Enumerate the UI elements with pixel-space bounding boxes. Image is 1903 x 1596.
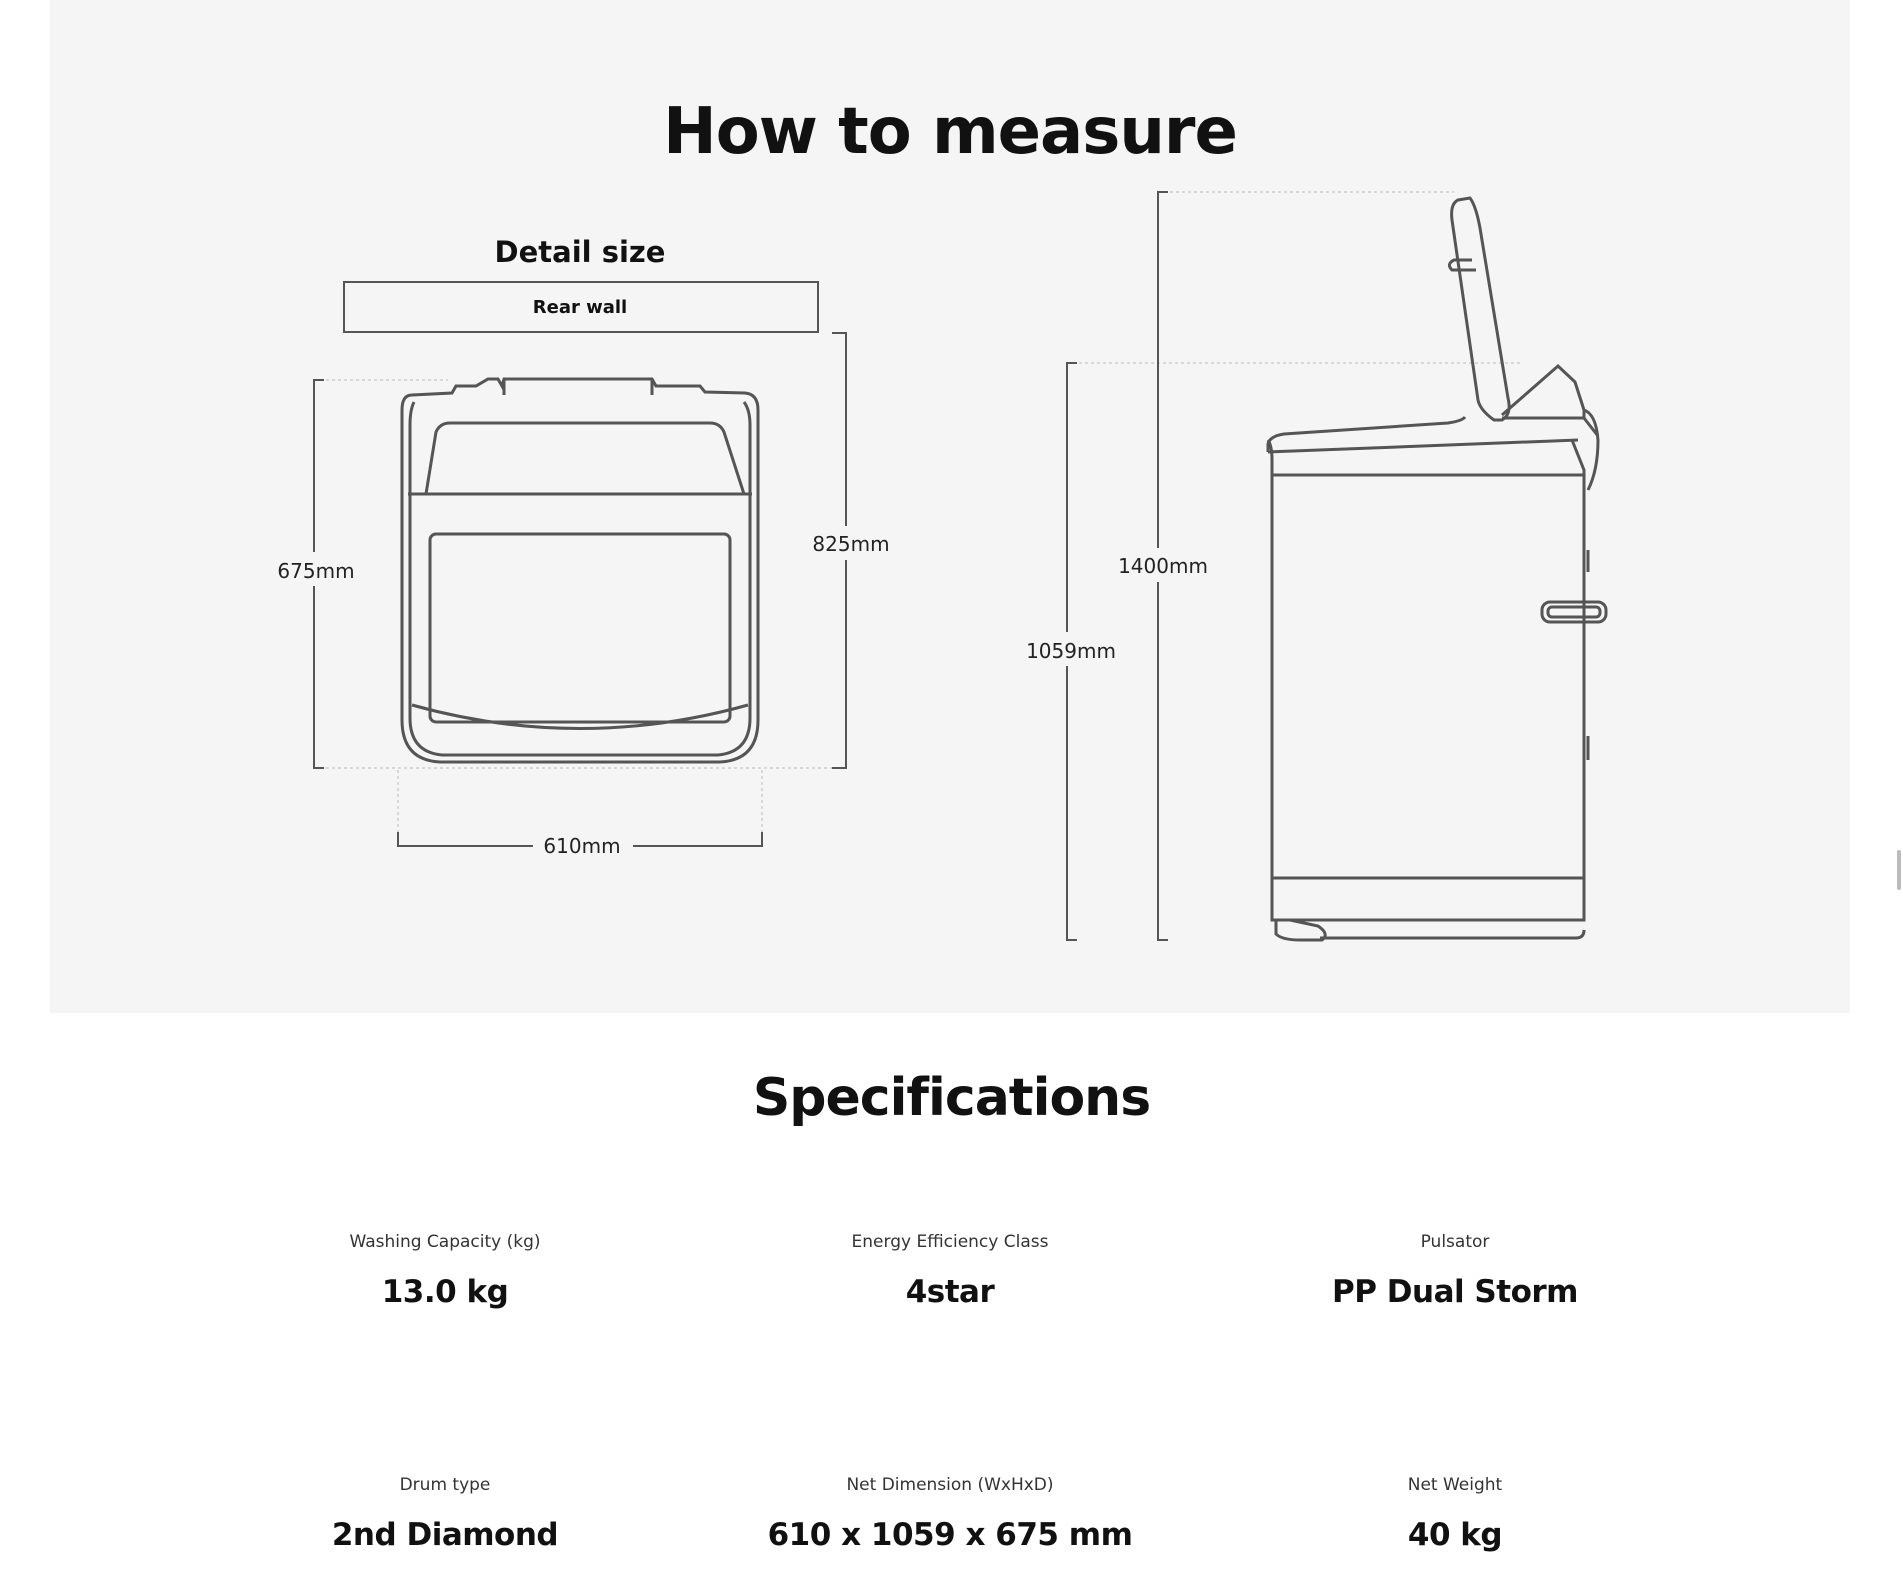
- height-open-lid-label: 1400mm: [1118, 554, 1208, 578]
- washer-front-view: [402, 379, 758, 762]
- rear-wall-label: Rear wall: [532, 297, 628, 318]
- spec-label: Energy Efficiency Class: [851, 1232, 1049, 1252]
- spec-value: 2nd Diamond: [331, 1517, 559, 1553]
- how-to-measure-title: How to measure: [663, 95, 1237, 169]
- width-label: 610mm: [543, 834, 621, 858]
- spec-pulsator: [1195, 1232, 1715, 1310]
- spec-label: Drum type: [399, 1475, 491, 1495]
- dimension-diagram: [50, 0, 1850, 1013]
- how-to-measure-section: [50, 0, 1850, 1013]
- spec-value: 13.0 kg: [381, 1274, 509, 1310]
- detail-size-title: Detail size: [494, 235, 666, 269]
- spec-label: Net Dimension (WxHxD): [846, 1475, 1054, 1495]
- spec-net-weight: [1195, 1475, 1715, 1553]
- scrollbar-thumb[interactable]: [1897, 850, 1901, 890]
- depth-with-wall-label: 825mm: [812, 532, 890, 556]
- spec-label: Pulsator: [1420, 1232, 1490, 1252]
- spec-value: 4star: [905, 1274, 995, 1310]
- spec-value: 610 x 1059 x 675 mm: [767, 1517, 1133, 1553]
- spec-energy-efficiency: [690, 1232, 1210, 1310]
- spec-net-dimension: [690, 1475, 1210, 1553]
- washer-side-view: [1268, 198, 1606, 940]
- spec-label: Net Weight: [1407, 1475, 1503, 1495]
- depth-label: 675mm: [277, 559, 355, 583]
- specifications-title: Specifications: [752, 1068, 1151, 1128]
- spec-drum-type: [185, 1475, 705, 1553]
- spec-washing-capacity: [185, 1232, 705, 1310]
- height-label: 1059mm: [1026, 639, 1116, 663]
- spec-value: PP Dual Storm: [1332, 1274, 1578, 1310]
- spec-label: Washing Capacity (kg): [349, 1232, 541, 1252]
- spec-value: 40 kg: [1407, 1517, 1503, 1553]
